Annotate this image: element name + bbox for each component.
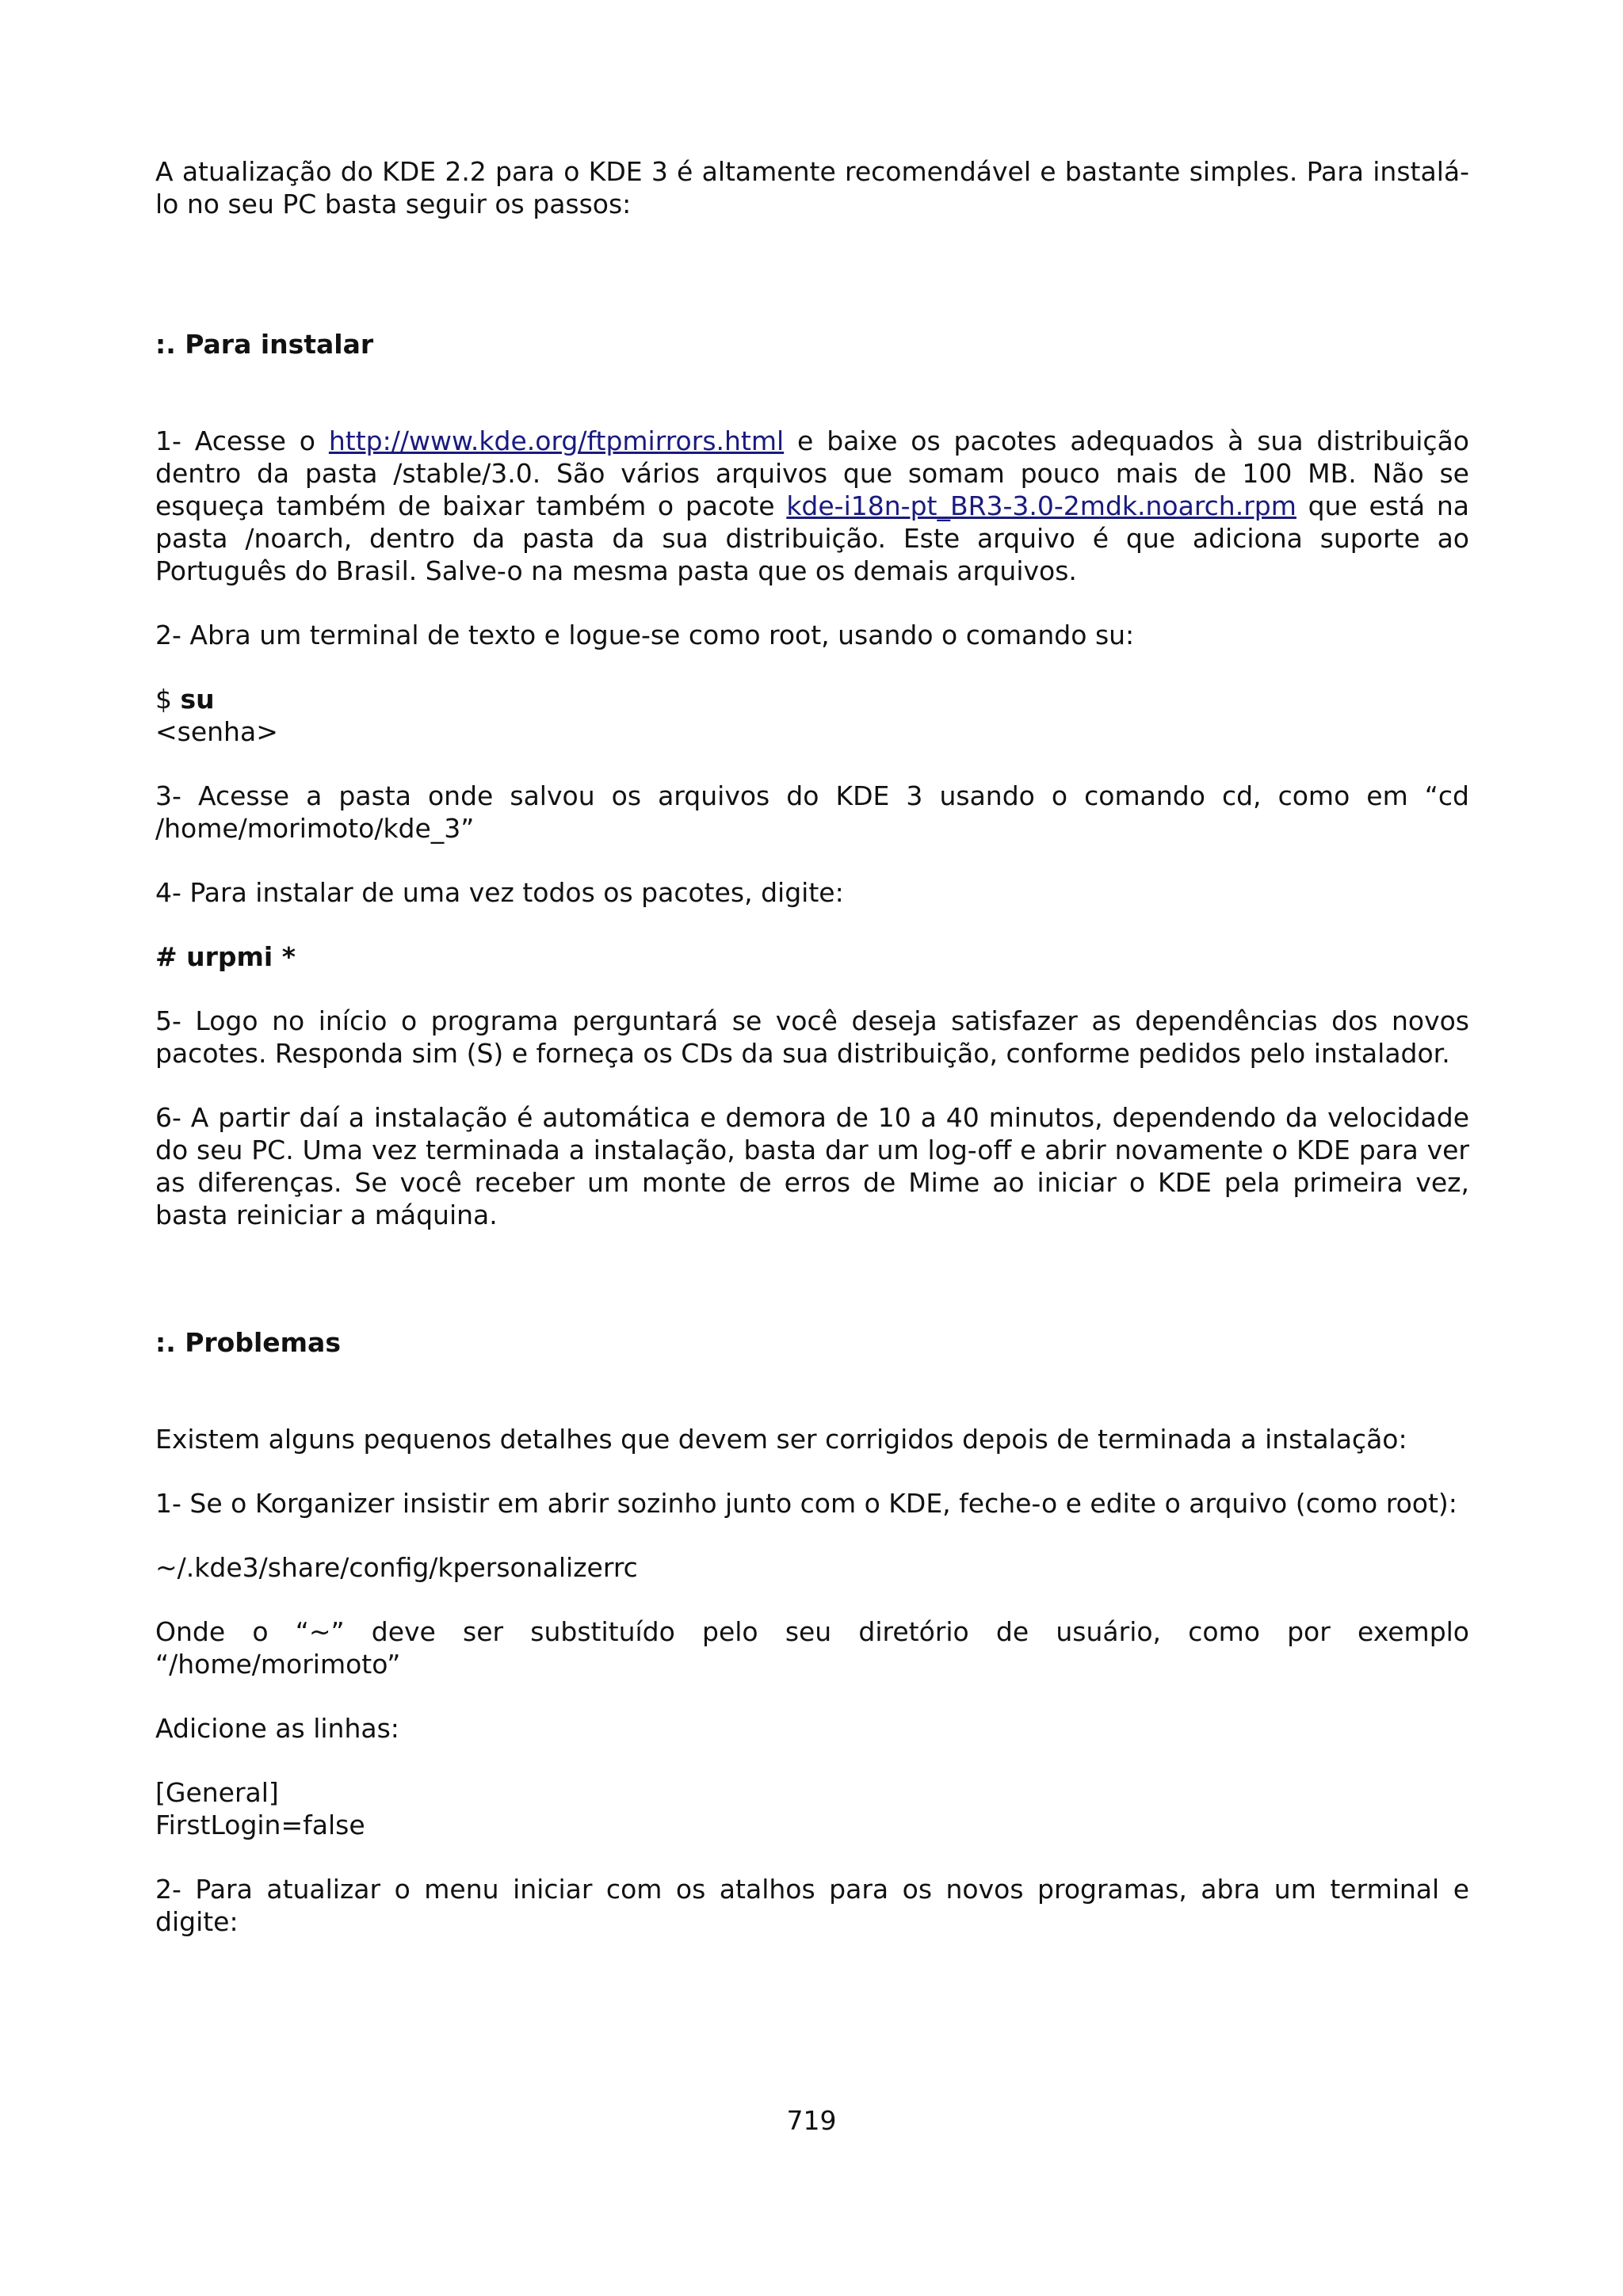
step-1-text-middle: e baixe os pacotes adequados à sua distribuição dentro da pasta /stable/3.0. São vários arquivos que somam pouco mais de 100 MB. Não se esqueça também de baixar também o pacote [155,425,1469,521]
step-1-text-end: que está na pasta /noarch, dentro da pasta da sua distribuição. Este arquivo é que adiciona suporte ao Português do Brasil. Salve-o na mesma pasta que os demais arquivos. [155,490,1470,586]
problem-1-paragraph: 1- Se o Korganizer insistir em abrir sozinho junto com o KDE, feche-o e edite o arquivo (como root): [155,1488,1457,1519]
tilde-note-paragraph: Onde o “~” deve ser substituído pelo seu diretório de usuário, como por exemplo “/home/morimoto” [155,1616,1469,1680]
section-heading-problems: :. Problemas [155,1327,341,1358]
problems-intro-paragraph: Existem alguns pequenos detalhes que devem ser corrigidos depois de terminada a instalação: [155,1424,1407,1455]
i18n-package-link[interactable]: kde-i18n-pt_BR3-3.0-2mdk.noarch.rpm [786,490,1296,521]
step-4-paragraph: 4- Para instalar de uma vez todos os pacotes, digite: [155,877,844,908]
step-6-paragraph: 6- A partir daí a instalação é automática e demora de 10 a 40 minutos, dependendo da velocidade do seu PC. Uma vez terminada a instalação, basta dar um log-off e abrir novamente o KDE para ver as diferenças. Se você receber um monte de erros de Mime ao iniciar o KDE pela primeira vez, basta reiniciar a máquina. [155,1102,1469,1230]
add-lines-paragraph: Adicione as linhas: [155,1713,399,1744]
command-su-prompt: $ [155,684,181,715]
config-line-firstlogin: FirstLogin=false [155,1810,365,1840]
command-su [155,683,1469,715]
step-5-paragraph: 5- Logo no início o programa perguntará se você deseja satisfazer as dependências dos novos pacotes. Responda sim (S) e forneça os CDs da sua distribuição, conforme pedidos pelo instalador. [155,1005,1469,1069]
step-2-paragraph: 2- Abra um terminal de texto e logue-se como root, usando o comando su: [155,620,1135,650]
config-line-general: [General] [155,1777,279,1808]
config-file-path: ~/.kde3/share/config/kpersonalizerrc [155,1552,638,1583]
section-heading-install: :. Para instalar [155,329,374,360]
page-number: 719 [786,2105,837,2136]
intro-paragraph: A atualização do KDE 2.2 para o KDE 3 é altamente recomendável e bastante simples. Para instalá-lo no seu PC basta seguir os passos: [155,156,1469,219]
ftp-mirrors-link[interactable]: http://www.kde.org/ftpmirrors.html [328,425,785,456]
command-su-text: su [180,684,215,715]
command-urpmi: # urpmi * [155,941,296,972]
problem-2-paragraph: 2- Para atualizar o menu iniciar com os atalhos para os novos programas, abra um terminal e digite: [155,1874,1469,1937]
step-1-text-start: 1- Acesse o [155,425,329,456]
page-content [155,155,1469,1970]
step-1-paragraph [155,425,1469,587]
command-password: <senha> [155,716,278,747]
step-3-paragraph: 3- Acesse a pasta onde salvou os arquivos do KDE 3 usando o comando cd, como em “cd /home/morimoto/kde_3” [155,780,1469,844]
